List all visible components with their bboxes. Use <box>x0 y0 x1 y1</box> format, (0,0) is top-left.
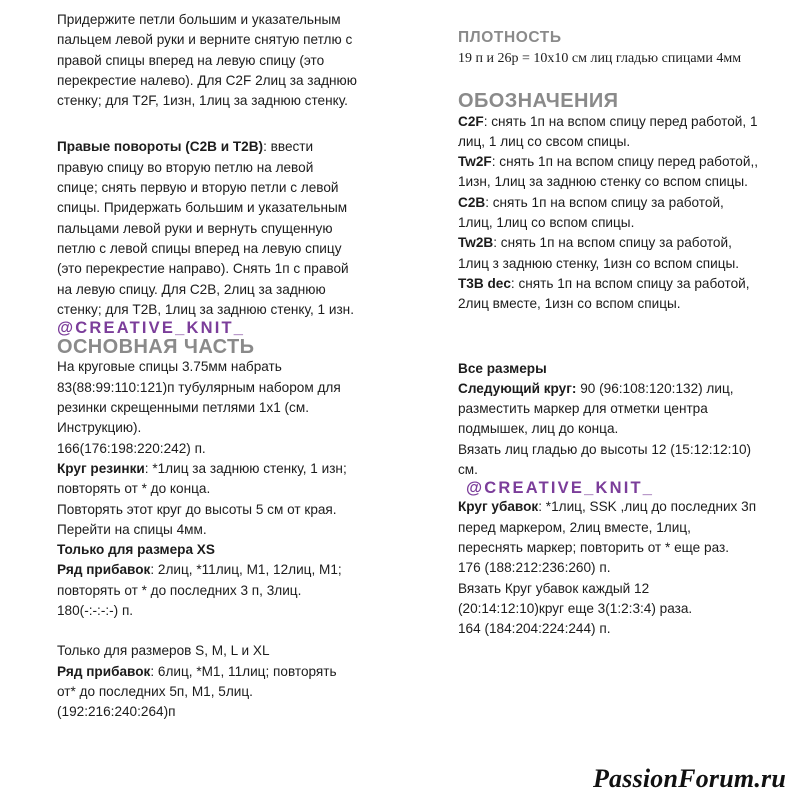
legend-item <box>458 233 758 274</box>
increase-row-text-other: : 6лиц, *M1, 11лиц; повторять от* до последних 5п, M1, 5лиц. <box>57 663 337 699</box>
rib-round-text: : *1лиц за заднюю стенку, 1 изн; повторять от * до конца. <box>57 460 347 497</box>
xs-only-title: Только для размера XS <box>57 542 215 558</box>
next-round-title: Следующий круг: <box>458 380 577 396</box>
repeat-text: Повторять этот круг до высоты 5 см от края. <box>57 501 337 517</box>
switch-needles-text: Перейти на спицы 4мм. <box>57 521 207 537</box>
site-watermark: PassionForum.ru <box>592 764 786 793</box>
stitch-count-final: 164 (184:204:224:244) п. <box>458 621 611 637</box>
right-turns-paragraph <box>57 137 357 320</box>
intro-paragraph: Придержите петли большим и указательным пальцем левой руки и верните снятую петлю с правой спицы вперед на левую спицу (это перекрестие налево). Для C2F 2лиц за заднюю стенку; для T2F, 1изн, 1лиц за заднюю стенку. <box>57 12 357 109</box>
legend-key: T3B dec <box>458 275 511 291</box>
density-text: 19 п и 26р = 10x10 см лиц гладью спицами 4мм <box>458 51 742 67</box>
right-turns-title: Правые повороты (C2B и T2B) <box>57 139 264 155</box>
increase-row-title-xs: Ряд прибавок <box>57 562 151 578</box>
decrease-round-text: : *1лиц, SSK ,лиц до последних 3п перед маркером, 2лиц вместе, 1лиц, переснять маркер; повторить от * еще раз. <box>458 499 757 555</box>
legend-text: : снять 1п на вспом спицу за работой, 1лиц з заднюю стенку, 1изн со вспом спицы. <box>458 235 740 271</box>
legend-text: : снять 1п на вспом спицу перед работой, 1 лиц, 1 лиц со свсом спицы. <box>458 113 758 149</box>
legend-item <box>458 152 758 193</box>
right-turns-text: : ввести правую спицу во вторую петлю на левой спице; снять первую и вторую петли с левой спицы. Придержать большим и указательным пальцами левой руки и вернуть спущенную петлю с левой спицы вперед на левую спицу (это перекрестие направо). Снять 1п с правой на левую спицу. Для C2B, 2лиц за заднюю стенку; для T2B, 1лиц за заднюю стенку, 1 изн. <box>57 139 354 317</box>
rib-round-paragraph <box>57 459 357 500</box>
decrease-round-paragraph <box>458 497 758 558</box>
cast-on-text: На круговые спицы 3.75мм набрать 83(88:99:110:121)п тубулярным набором для резинки скрещенными петлями 1х1 (см. Инструкцию). <box>57 359 341 436</box>
density-heading: ПЛОТНОСТЬ <box>458 29 562 46</box>
left-column <box>57 10 357 723</box>
brand-tag-right: @CREATIVE_KNIT_ <box>466 479 655 498</box>
legend-text: : снять 1п на вспом спицу за работой, 1лиц, 1лиц со вспом спицы. <box>458 194 724 231</box>
stitch-count-xs: 180(-:-:-:-) п. <box>57 603 134 619</box>
legend-text: : снять 1п на вспом спицу перед работой,, 1изн, 1лиц за заднюю стенку со вспом спицы. <box>458 154 759 190</box>
other-sizes-note: Только для размеров S, M, L и XL <box>57 643 270 659</box>
legend-item <box>458 193 758 234</box>
legend-item <box>458 112 758 153</box>
increase-row-title-other: Ряд прибавок <box>57 663 151 679</box>
stitch-count-decrease: 176 (188:212:236:260) п. <box>458 560 611 576</box>
legend-text: : снять 1п на вспом спицу за работой, 2лиц вместе, 1изн со вспом спицы. <box>458 275 750 312</box>
next-round-paragraph <box>458 379 758 440</box>
decrease-round-title: Круг убавок <box>458 499 539 515</box>
decrease-repeat-text: Вязать Круг убавок каждый 12 (20:14:12:10)круг еще 3(1:2:3:4) раза. <box>458 580 693 616</box>
main-section-heading: ОСНОВНАЯ ЧАСТЬ <box>57 336 255 359</box>
increase-xs-paragraph <box>57 560 357 601</box>
legend-key: Tw2B <box>458 235 494 251</box>
all-sizes-title: Все размеры <box>458 360 547 376</box>
next-round-text: 90 (96:108:120:132) лиц, разместить маркер для отметки центра подмышек, лиц до конца. <box>458 380 734 437</box>
rib-round-title: Круг резинки <box>57 460 145 476</box>
increase-other-paragraph <box>57 662 357 703</box>
brand-tag-left: @CREATIVE_KNIT_ <box>57 319 246 338</box>
legend-key: C2F <box>458 113 484 129</box>
legend-key: C2B <box>458 194 486 210</box>
legend-heading: ОБОЗНАЧЕНИЯ <box>458 90 619 113</box>
increase-row-text-xs: : 2лиц, *11лиц, M1, 12лиц, M1; повторять от * до последних 3 п, 3лиц. <box>57 562 342 598</box>
legend-item <box>458 274 758 315</box>
legend-key: Tw2F <box>458 154 492 170</box>
stitch-count-1: 166(176:198:220:242) п. <box>57 440 206 456</box>
knit-height-text: Вязать лиц гладью до высоты 12 (15:12:12:10) см. <box>458 441 752 478</box>
right-column <box>458 28 758 639</box>
stitch-count-other: (192:216:240:264)п <box>57 704 176 720</box>
